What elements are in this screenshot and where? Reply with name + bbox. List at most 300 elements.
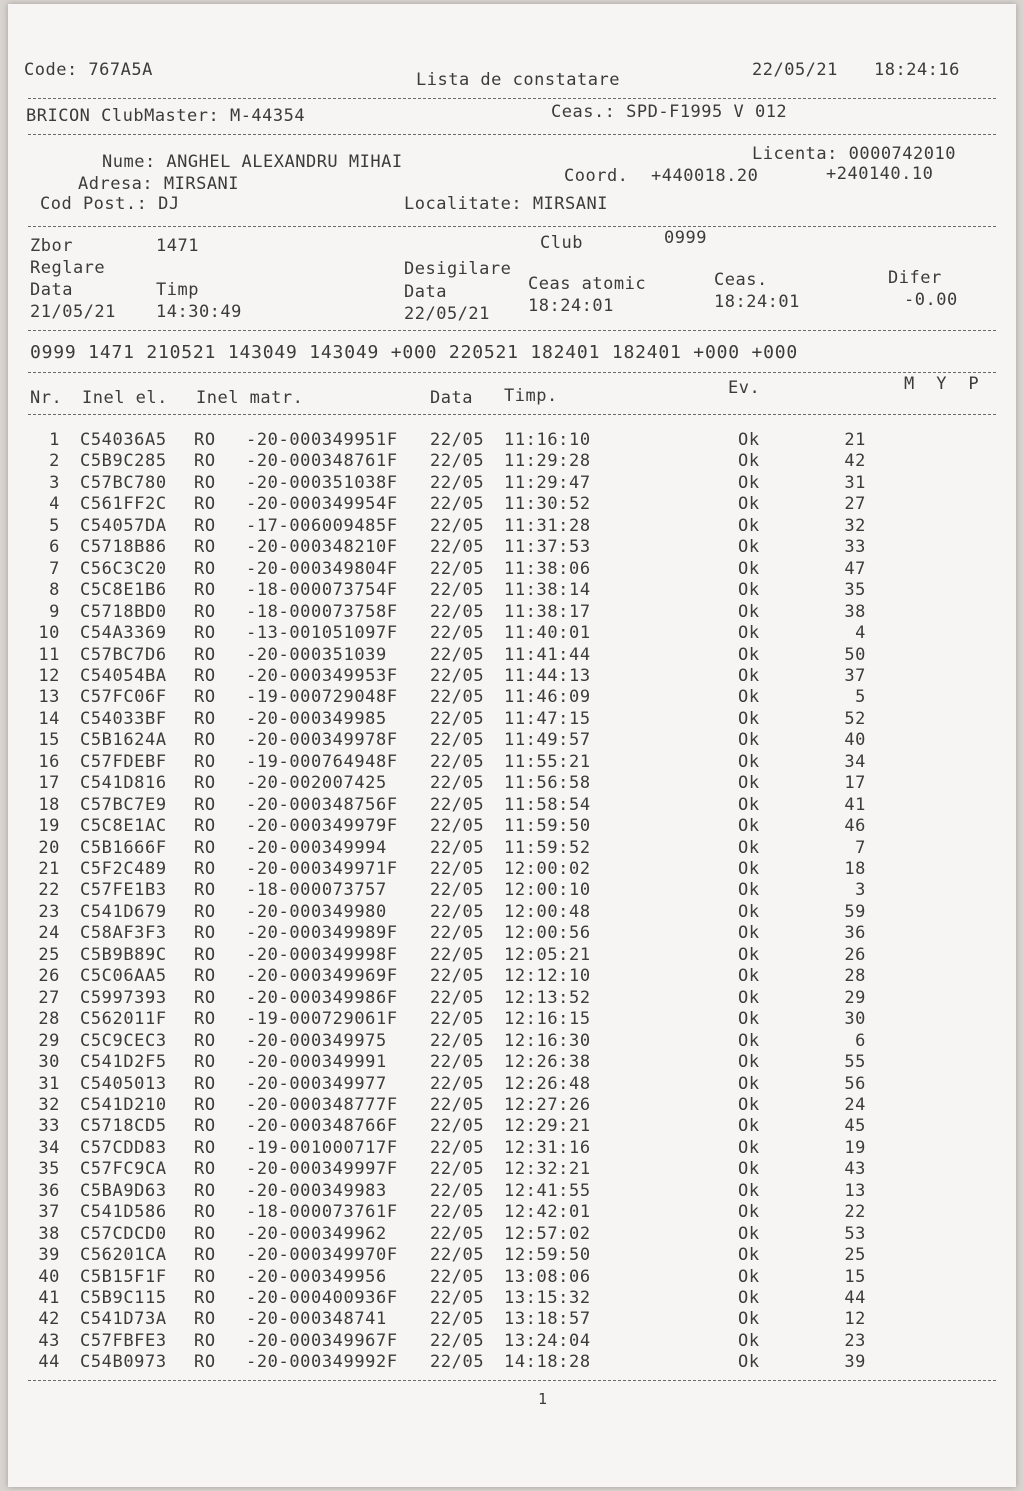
row-number: 14 <box>38 708 60 729</box>
arrival-date: 22/05 <box>430 623 485 644</box>
arrival-time: 11:47:15 <box>504 708 591 729</box>
reglare-time: 14:30:49 <box>156 302 242 322</box>
event-status: Ok <box>738 623 760 644</box>
country-code: RO <box>194 537 216 558</box>
country-code: RO <box>194 880 216 901</box>
electronic-ring: C57FBFE3 <box>80 1330 167 1351</box>
country-code: RO <box>194 1030 216 1051</box>
postal-code: Cod Post.: DJ <box>40 194 180 214</box>
electronic-ring: C57FDEBF <box>80 751 167 772</box>
position: 7 <box>855 837 866 858</box>
electronic-ring: C5C9CEC3 <box>80 1030 167 1051</box>
arrival-date: 22/05 <box>430 1116 485 1137</box>
country-code: RO <box>194 601 216 622</box>
col-electronic-ring: Inel el. <box>82 388 168 408</box>
desigilare-date-label: Data <box>404 282 447 302</box>
row-number: 1 <box>49 430 60 450</box>
arrival-time: 11:38:17 <box>504 601 591 622</box>
electronic-ring: C5C06AA5 <box>80 966 167 987</box>
ring-number: -20-000348210F <box>246 537 398 558</box>
ring-number: -20-000349804F <box>246 558 398 579</box>
row-number: 20 <box>38 837 60 858</box>
ring-number: -20-000349979F <box>246 816 398 837</box>
event-status: Ok <box>738 1330 760 1351</box>
event-status: Ok <box>738 880 760 901</box>
electronic-ring: C541D210 <box>80 1094 167 1115</box>
arrival-time: 12:41:55 <box>504 1180 591 1201</box>
event-status: Ok <box>738 494 760 515</box>
event-status: Ok <box>738 1266 760 1287</box>
event-status: Ok <box>738 708 760 729</box>
arrival-date: 22/05 <box>430 1245 485 1266</box>
position: 33 <box>844 537 866 558</box>
divider <box>28 134 996 135</box>
arrival-time: 13:08:06 <box>504 1266 591 1287</box>
arrival-date: 22/05 <box>430 944 485 965</box>
electronic-ring: C57FC06F <box>80 687 167 708</box>
arrival-time: 12:00:10 <box>504 880 591 901</box>
event-status: Ok <box>738 837 760 858</box>
ring-number: -20-000349954F <box>246 494 398 515</box>
position: 34 <box>844 751 866 772</box>
country-code: RO <box>194 1052 216 1073</box>
electronic-ring: C57BC7D6 <box>80 644 167 665</box>
electronic-ring: C562011F <box>80 1009 167 1030</box>
arrival-time: 12:16:15 <box>504 1009 591 1030</box>
event-status: Ok <box>738 794 760 815</box>
arrival-time: 11:55:21 <box>504 751 591 772</box>
ring-number: -20-000349991 <box>246 1052 387 1073</box>
country-code: RO <box>194 730 216 751</box>
event-status: Ok <box>738 558 760 579</box>
row-number: 12 <box>38 665 60 686</box>
position: 15 <box>844 1266 866 1287</box>
country-code: RO <box>194 1245 216 1266</box>
ring-number: -20-000349951F <box>246 430 398 450</box>
event-status: Ok <box>738 1223 760 1244</box>
ring-number: -19-000729048F <box>246 687 398 708</box>
col-ring-number: Inel matr. <box>196 388 304 408</box>
event-status: Ok <box>738 601 760 622</box>
row-number: 26 <box>38 966 60 987</box>
electronic-ring: C54054BA <box>80 665 167 686</box>
electronic-ring: C541D2F5 <box>80 1052 167 1073</box>
event-status: Ok <box>738 580 760 601</box>
arrival-date: 22/05 <box>430 1352 485 1373</box>
ring-number: -18-000073757 <box>246 880 387 901</box>
row-number: 28 <box>38 1009 60 1030</box>
arrival-time: 12:27:26 <box>504 1094 591 1115</box>
ring-number: -20-000348741 <box>246 1309 387 1330</box>
arrival-time: 12:26:48 <box>504 1073 591 1094</box>
ring-number: -19-000764948F <box>246 751 398 772</box>
country-code: RO <box>194 558 216 579</box>
arrival-time: 12:29:21 <box>504 1116 591 1137</box>
row-number: 2 <box>49 451 60 472</box>
ring-number: -20-000349983 <box>246 1180 387 1201</box>
electronic-ring: C5B9C115 <box>80 1288 167 1308</box>
ring-number: -20-000349998F <box>246 944 398 965</box>
arrival-date: 22/05 <box>430 880 485 901</box>
arrival-time: 12:00:02 <box>504 859 591 879</box>
electronic-ring: C5BA9D63 <box>80 1180 167 1201</box>
arrival-time: 12:12:10 <box>504 966 591 987</box>
difference-value: -0.00 <box>904 290 958 310</box>
position: 18 <box>844 859 866 879</box>
electronic-ring: C5997393 <box>80 987 167 1008</box>
position: 5 <box>855 687 866 708</box>
col-nr: Nr. <box>30 388 63 408</box>
ring-number: -20-000400936F <box>246 1288 398 1308</box>
electronic-ring: C56201CA <box>80 1245 167 1266</box>
arrival-time: 11:41:44 <box>504 644 591 665</box>
arrival-date: 22/05 <box>430 966 485 987</box>
summary-line: 0999 1471 210521 143049 143049 +000 220521 182401 182401 +000 +000 <box>30 342 799 363</box>
ring-number: -20-000349994 <box>246 837 387 858</box>
arrival-time: 11:49:57 <box>504 730 591 751</box>
event-status: Ok <box>738 944 760 965</box>
row-number: 32 <box>38 1094 60 1115</box>
printout-page <box>8 4 1016 1487</box>
event-status: Ok <box>738 472 760 493</box>
event-status: Ok <box>738 1159 760 1180</box>
arrival-date: 22/05 <box>430 837 485 858</box>
arrival-date: 22/05 <box>430 1159 485 1180</box>
row-number: 21 <box>38 859 60 879</box>
row-number: 18 <box>38 794 60 815</box>
arrival-date: 22/05 <box>430 1223 485 1244</box>
event-status: Ok <box>738 966 760 987</box>
arrival-date: 22/05 <box>430 451 485 472</box>
reglare-label: Reglare <box>30 258 106 278</box>
arrival-date: 22/05 <box>430 580 485 601</box>
electronic-ring: C5C8E1AC <box>80 816 167 837</box>
desigilare-date: 22/05/21 <box>404 304 490 324</box>
position: 22 <box>844 1202 866 1223</box>
arrival-time: 12:26:38 <box>504 1052 591 1073</box>
country-code: RO <box>194 1288 216 1308</box>
arrival-date: 22/05 <box>430 472 485 493</box>
electronic-ring: C541D679 <box>80 901 167 922</box>
page-number: 1 <box>538 1390 548 1408</box>
position: 19 <box>844 1137 866 1158</box>
ring-number: -20-000351039 <box>246 644 387 665</box>
event-status: Ok <box>738 1309 760 1330</box>
position: 41 <box>844 794 866 815</box>
arrival-date: 22/05 <box>430 494 485 515</box>
desigilare-label: Desigilare <box>404 259 512 279</box>
arrival-time: 11:46:09 <box>504 687 591 708</box>
arrival-time: 11:56:58 <box>504 773 591 794</box>
country-code: RO <box>194 515 216 536</box>
arrival-time: 11:44:13 <box>504 665 591 686</box>
country-code: RO <box>194 1159 216 1180</box>
country-code: RO <box>194 1223 216 1244</box>
arrival-date: 22/05 <box>430 644 485 665</box>
event-status: Ok <box>738 537 760 558</box>
position: 6 <box>855 1030 866 1051</box>
position: 31 <box>844 472 866 493</box>
ring-number: -20-000349967F <box>246 1330 398 1351</box>
event-status: Ok <box>738 1245 760 1266</box>
reglare-time-label: Timp <box>156 280 199 300</box>
flight-label: Zbor <box>30 236 73 256</box>
arrival-date: 22/05 <box>430 1094 485 1115</box>
electronic-ring: C57FE1B3 <box>80 880 167 901</box>
ring-number: -17-006009485F <box>246 515 398 536</box>
arrival-date: 22/05 <box>430 751 485 772</box>
electronic-ring: C54036A5 <box>80 430 167 450</box>
electronic-ring: C57FC9CA <box>80 1159 167 1180</box>
position: 46 <box>844 816 866 837</box>
position: 50 <box>844 644 866 665</box>
arrival-date: 22/05 <box>430 1030 485 1051</box>
arrival-date: 22/05 <box>430 1330 485 1351</box>
event-status: Ok <box>738 1052 760 1073</box>
row-number: 41 <box>38 1288 60 1308</box>
event-status: Ok <box>738 773 760 794</box>
electronic-ring: C5B15F1F <box>80 1266 167 1287</box>
divider <box>28 372 996 373</box>
divider <box>28 98 996 99</box>
ring-number: -19-001000717F <box>246 1137 398 1158</box>
arrival-time: 12:05:21 <box>504 944 591 965</box>
code-label: Code: 767A5A <box>24 60 153 80</box>
position: 30 <box>844 1009 866 1030</box>
country-code: RO <box>194 1180 216 1201</box>
ring-number: -20-000349969F <box>246 966 398 987</box>
row-number: 42 <box>38 1309 60 1330</box>
arrival-date: 22/05 <box>430 687 485 708</box>
electronic-ring: C5B1624A <box>80 730 167 751</box>
position: 28 <box>844 966 866 987</box>
arrival-time: 12:59:50 <box>504 1245 591 1266</box>
position: 23 <box>844 1330 866 1351</box>
arrival-date: 22/05 <box>430 923 485 944</box>
electronic-ring: C58AF3F3 <box>80 923 167 944</box>
event-status: Ok <box>738 730 760 751</box>
arrival-time: 12:00:48 <box>504 901 591 922</box>
arrival-time: 13:18:57 <box>504 1309 591 1330</box>
event-status: Ok <box>738 1352 760 1373</box>
clubmaster-id: BRICON ClubMaster: M-44354 <box>26 106 306 126</box>
ring-number: -18-000073758F <box>246 601 398 622</box>
electronic-ring: C54033BF <box>80 708 167 729</box>
row-number: 39 <box>38 1245 60 1266</box>
row-number: 4 <box>49 494 60 515</box>
arrival-date: 22/05 <box>430 601 485 622</box>
electronic-ring: C5F2C489 <box>80 859 167 879</box>
arrival-date: 22/05 <box>430 1009 485 1030</box>
license-number: Licenta: 0000742010 <box>752 144 956 164</box>
arrival-date: 22/05 <box>430 794 485 815</box>
event-status: Ok <box>738 923 760 944</box>
arrival-time: 12:31:16 <box>504 1137 591 1158</box>
electronic-ring: C561FF2C <box>80 494 167 515</box>
arrival-time: 12:57:02 <box>504 1223 591 1244</box>
electronic-ring: C5B9B89C <box>80 944 167 965</box>
electronic-ring: C57CDCD0 <box>80 1223 167 1244</box>
electronic-ring: C5B1666F <box>80 837 167 858</box>
country-code: RO <box>194 708 216 729</box>
country-code: RO <box>194 1009 216 1030</box>
row-number: 24 <box>38 923 60 944</box>
col-time: Timp. <box>504 386 558 406</box>
position: 55 <box>844 1052 866 1073</box>
event-status: Ok <box>738 1180 760 1201</box>
row-number: 30 <box>38 1052 60 1073</box>
coord-label: Coord. <box>564 166 629 186</box>
arrival-date: 22/05 <box>430 1180 485 1201</box>
arrival-time: 11:16:10 <box>504 430 591 450</box>
country-code: RO <box>194 987 216 1008</box>
ring-number: -20-000349992F <box>246 1352 398 1373</box>
electronic-ring: C54A3369 <box>80 623 167 644</box>
country-code: RO <box>194 623 216 644</box>
ring-number: -20-000349956 <box>246 1266 387 1287</box>
electronic-ring: C54B0973 <box>80 1352 167 1373</box>
country-code: RO <box>194 494 216 515</box>
atomic-clock-label: Ceas atomic <box>528 274 647 294</box>
ring-number: -20-000349978F <box>246 730 398 751</box>
row-number: 3 <box>49 472 60 493</box>
position: 29 <box>844 987 866 1008</box>
electronic-ring: C5718BD0 <box>80 601 167 622</box>
event-status: Ok <box>738 1094 760 1115</box>
atomic-clock-time: 18:24:01 <box>528 296 614 316</box>
country-code: RO <box>194 837 216 858</box>
arrival-date: 22/05 <box>430 430 485 450</box>
ring-number: -20-000349980 <box>246 901 387 922</box>
event-status: Ok <box>738 859 760 879</box>
country-code: RO <box>194 1266 216 1287</box>
position: 36 <box>844 923 866 944</box>
ring-number: -20-000348761F <box>246 451 398 472</box>
arrival-time: 11:30:52 <box>504 494 591 515</box>
event-status: Ok <box>738 1288 760 1308</box>
position: 4 <box>855 623 866 644</box>
clock-label: Ceas. <box>714 270 768 290</box>
arrival-time: 11:58:54 <box>504 794 591 815</box>
row-number: 31 <box>38 1073 60 1094</box>
electronic-ring: C541D73A <box>80 1309 167 1330</box>
electronic-ring: C57BC780 <box>80 472 167 493</box>
col-event: Ev. <box>728 378 761 398</box>
row-number: 11 <box>38 644 60 665</box>
country-code: RO <box>194 580 216 601</box>
country-code: RO <box>194 1073 216 1094</box>
ring-number: -18-000073761F <box>246 1202 398 1223</box>
electronic-ring: C541D586 <box>80 1202 167 1223</box>
country-code: RO <box>194 644 216 665</box>
country-code: RO <box>194 923 216 944</box>
arrival-time: 12:16:30 <box>504 1030 591 1051</box>
event-status: Ok <box>738 1202 760 1223</box>
position: 35 <box>844 580 866 601</box>
electronic-ring: C5C8E1B6 <box>80 580 167 601</box>
country-code: RO <box>194 794 216 815</box>
ring-number: -20-000349970F <box>246 1245 398 1266</box>
print-time: 18:24:16 <box>874 60 960 80</box>
arrival-date: 22/05 <box>430 987 485 1008</box>
row-number: 6 <box>49 537 60 558</box>
owner-name: Nume: ANGHEL ALEXANDRU MIHAI <box>102 152 403 172</box>
arrival-date: 22/05 <box>430 708 485 729</box>
position: 12 <box>844 1309 866 1330</box>
position: 13 <box>844 1180 866 1201</box>
electronic-ring: C5718B86 <box>80 537 167 558</box>
position: 43 <box>844 1159 866 1180</box>
event-status: Ok <box>738 1137 760 1158</box>
ring-number: -13-001051097F <box>246 623 398 644</box>
position: 38 <box>844 601 866 622</box>
reglare-date: 21/05/21 <box>30 302 116 322</box>
reglare-date-label: Data <box>30 280 73 300</box>
position: 59 <box>844 901 866 922</box>
row-number: 16 <box>38 751 60 772</box>
electronic-ring: C56C3C20 <box>80 558 167 579</box>
row-number: 29 <box>38 1030 60 1051</box>
arrival-date: 22/05 <box>430 1266 485 1287</box>
divider <box>28 226 996 227</box>
ring-number: -18-000073754F <box>246 580 398 601</box>
ring-number: -20-000351038F <box>246 472 398 493</box>
event-status: Ok <box>738 751 760 772</box>
row-number: 40 <box>38 1266 60 1287</box>
position: 40 <box>844 730 866 751</box>
difference-label: Difer <box>888 268 942 288</box>
ring-number: -20-000348766F <box>246 1116 398 1137</box>
country-code: RO <box>194 1137 216 1158</box>
arrival-date: 22/05 <box>430 901 485 922</box>
event-status: Ok <box>738 665 760 686</box>
event-status: Ok <box>738 901 760 922</box>
electronic-ring: C5405013 <box>80 1073 167 1094</box>
arrival-time: 11:31:28 <box>504 515 591 536</box>
ring-number: -20-000349985 <box>246 708 387 729</box>
arrival-date: 22/05 <box>430 1073 485 1094</box>
country-code: RO <box>194 816 216 837</box>
position: 3 <box>855 880 866 901</box>
arrival-time: 11:38:06 <box>504 558 591 579</box>
row-number: 19 <box>38 816 60 837</box>
position: 24 <box>844 1094 866 1115</box>
position: 52 <box>844 708 866 729</box>
event-status: Ok <box>738 451 760 472</box>
ring-number: -20-000349977 <box>246 1073 387 1094</box>
arrival-time: 11:59:50 <box>504 816 591 837</box>
country-code: RO <box>194 901 216 922</box>
electronic-ring: C54057DA <box>80 515 167 536</box>
ring-number: -20-000349975 <box>246 1030 387 1051</box>
event-status: Ok <box>738 1073 760 1094</box>
arrival-date: 22/05 <box>430 537 485 558</box>
position: 37 <box>844 665 866 686</box>
col-date: Data <box>430 388 473 408</box>
country-code: RO <box>194 1330 216 1351</box>
club-label: Club <box>540 233 583 253</box>
divider <box>28 414 996 415</box>
event-status: Ok <box>738 1030 760 1051</box>
clock-id: Ceas.: SPD-F1995 V 012 <box>551 102 788 122</box>
position: 27 <box>844 494 866 515</box>
arrival-date: 22/05 <box>430 816 485 837</box>
row-number: 35 <box>38 1159 60 1180</box>
country-code: RO <box>194 430 216 450</box>
event-status: Ok <box>738 1116 760 1137</box>
arrival-time: 13:15:32 <box>504 1288 591 1308</box>
position: 17 <box>844 773 866 794</box>
